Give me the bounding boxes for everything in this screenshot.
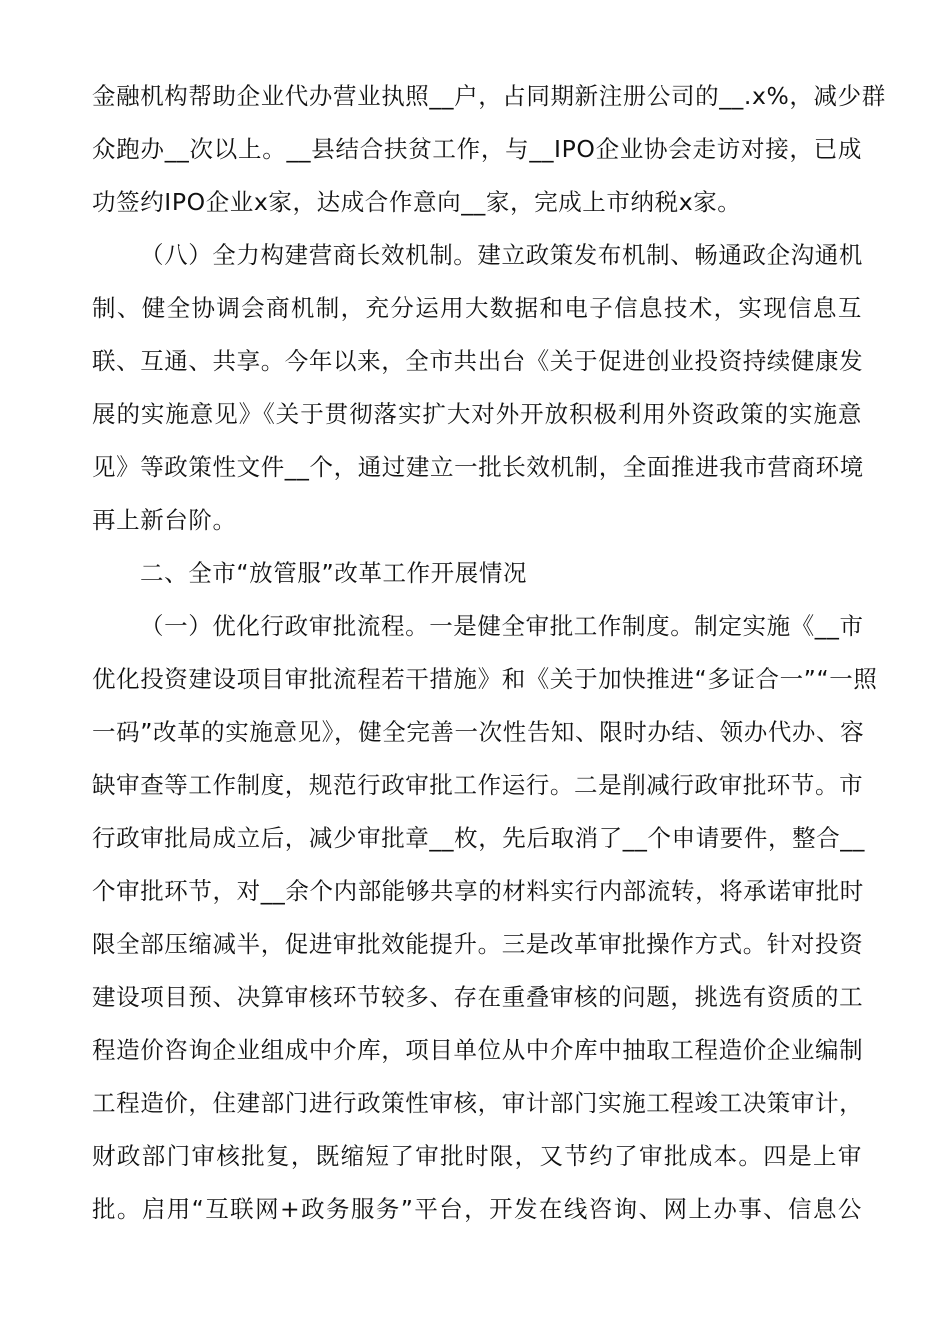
paragraph-line: 展的实施意见》《关于贯彻落实扩大对外开放积极利用外资政策的实施意 xyxy=(92,400,862,428)
section-heading-line: （八）全力构建营商长效机制。建立政策发布机制、畅通政企沟通机 xyxy=(140,241,863,269)
paragraph-line: 优化投资建设项目审批流程若干措施》和《关于加快推进“多证合一”“一照 xyxy=(92,665,878,693)
paragraph-line: 缺审查等工作制度，规范行政审批工作运行。二是削减行政审批环节。市 xyxy=(92,771,864,799)
paragraph-line: 功签约IPO企业x家，达成合作意向__家，完成上市纳税x家。 xyxy=(92,188,742,216)
paragraph-line: 个审批环节，对__余个内部能够共享的材料实行内部流转，将承诺审批时 xyxy=(92,877,864,905)
section-heading-line: （一）优化行政审批流程。一是健全审批工作制度。制定实施《__市 xyxy=(140,612,864,640)
paragraph-line: 再上新台阶。 xyxy=(92,506,237,534)
paragraph-line: 财政部门审核批复，既缩短了审批时限，又节约了审批成本。四是上审 xyxy=(92,1142,862,1170)
paragraph-line: 程造价咨询企业组成中介库，项目单位从中介库中抽取工程造价企业编制 xyxy=(92,1036,864,1064)
paragraph-line: 金融机构帮助企业代办营业执照__户，占同期新注册公司的__.x%，减少群 xyxy=(92,82,886,110)
chapter-heading: 二、全市“放管服”改革工作开展情况 xyxy=(140,559,528,587)
paragraph-line: 联、互通、共享。今年以来，全市共出台《关于促进创业投资持续健康发 xyxy=(92,347,864,375)
paragraph-line: 限全部压缩减半，促进审批效能提升。三是改革审批操作方式。针对投资 xyxy=(92,930,864,958)
paragraph-line: 批。启用“互联网+政务服务”平台，开发在线咨询、网上办事、信息公 xyxy=(92,1195,862,1223)
paragraph-line: 众跑办__次以上。__县结合扶贫工作，与__IPO企业协会走访对接，已成 xyxy=(92,135,862,163)
paragraph-line: 行政审批局成立后，减少审批章__枚，先后取消了__个申请要件，整合__ xyxy=(92,824,865,852)
paragraph-line: 建设项目预、决算审核环节较多、存在重叠审核的问题，挑选有资质的工 xyxy=(92,983,864,1011)
paragraph-line: 工程造价，住建部门进行政策性审核，审计部门实施工程竣工决策审计， xyxy=(92,1089,864,1117)
paragraph-line: 见》等政策性文件__个，通过建立一批长效机制，全面推进我市营商环境 xyxy=(92,453,864,481)
paragraph-line: 制、健全协调会商机制，充分运用大数据和电子信息技术，实现信息互 xyxy=(92,294,862,322)
paragraph-line: 一码”改革的实施意见》，健全完善一次性告知、限时办结、领办代办、容 xyxy=(92,718,865,746)
